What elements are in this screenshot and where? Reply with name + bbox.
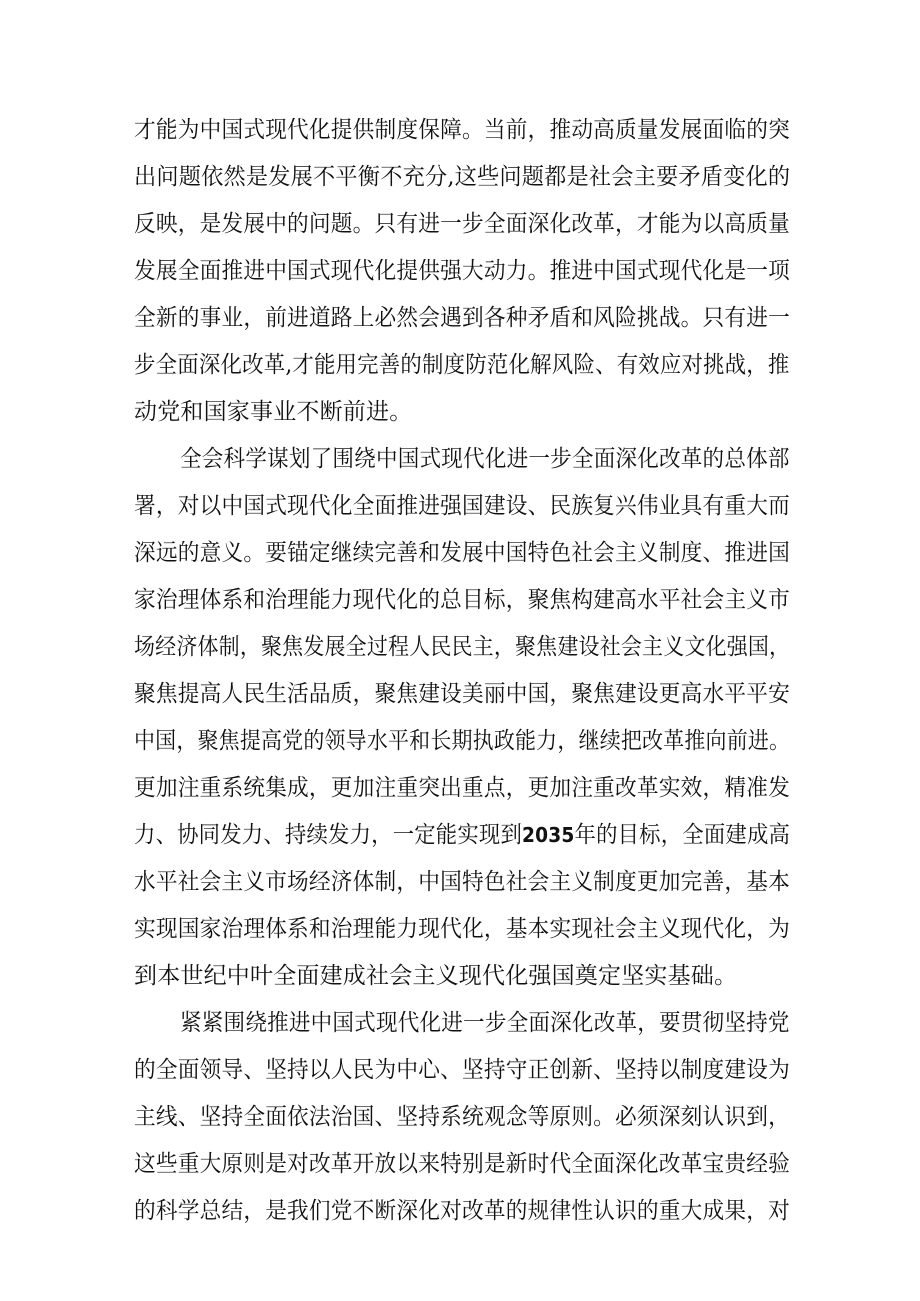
text-line-17: 水平社会主义市场经济体制，中国特色社会主义制度更加完善，基本 <box>134 869 790 895</box>
text-line-15: 更加注重系统集成，更加注重突出重点，更加注重改革实效，精准发 <box>134 775 790 801</box>
text-line-24: 的科学总结，是我们党不断深化对改革的规律性认识的重大成果，对 <box>134 1198 790 1224</box>
text-line-21: 的全面领导、坚持以人民为中心、坚持守正创新、坚持以制度建设为 <box>134 1057 790 1083</box>
text-line-16 <box>134 815 790 855</box>
text-line-22: 主线、坚持全面依法治国、坚持系统观念等原则。必须深刻认识到， <box>134 1104 790 1130</box>
text-line-19: 到本世纪中叶全面建成社会主义现代化强国奠定坚实基础。 <box>134 963 738 989</box>
text-line-10: 深远的意义。要锚定继续完善和发展中国特色社会主义制度、推进国 <box>134 540 790 566</box>
text-line-23: 这些重大原则是对改革开放以来特别是新时代全面深化改革宝贵经验 <box>134 1151 790 1177</box>
text-line-14: 中国，聚焦提高党的领导水平和长期执政能力，继续把改革推向前进。 <box>134 728 791 754</box>
text-line-2: 出问题依然是发展不平衡不充分,这些问题都是社会主要矛盾变化的 <box>134 164 791 190</box>
text-segment-after-year: 年的目标，全面建成高 <box>574 822 791 848</box>
text-line-1: 才能为中国式现代化提供制度保障。当前，推动高质量发展面临的突 <box>134 117 790 143</box>
text-line-5: 全新的事业，前进道路上必然会遇到各种矛盾和风险挑战。只有进一 <box>134 305 790 331</box>
text-line-6: 步全面深化改革,才能用完善的制度防范化解风险、有效应对挑战，推 <box>134 352 790 378</box>
text-line-8: 全会科学谋划了围绕中国式现代化进一步全面深化改革的总体部 <box>180 446 790 472</box>
text-line-20: 紧紧围绕推进中国式现代化进一步全面深化改革，要贯彻坚持党 <box>180 1010 790 1036</box>
text-segment-before-year: 力、协同发力、持续发力，一定能实现到 <box>134 822 523 848</box>
text-line-3: 反映，是发展中的问题。只有进一步全面深化改革，才能为以高质量 <box>134 211 790 237</box>
text-line-9: 署，对以中国式现代化全面推进强国建设、民族复兴伟业具有重大而 <box>134 493 790 519</box>
text-line-13: 聚焦提高人民生活品质，聚焦建设美丽中国，聚焦建设更高水平平安 <box>134 681 790 707</box>
text-line-4: 发展全面推进中国式现代化提供强大动力。推进中国式现代化是一项 <box>134 258 790 284</box>
text-line-7: 动党和国家事业不断前进。 <box>134 399 413 425</box>
text-line-11: 家治理体系和治理能力现代化的总目标，聚焦构建高水平社会主义市 <box>134 587 790 613</box>
text-line-12: 场经济体制，聚焦发展全过程人民民主，聚焦建设社会主义文化强国， <box>134 634 791 660</box>
text-line-18: 实现国家治理体系和治理能力现代化，基本实现社会主义现代化，为 <box>134 916 790 942</box>
year-number: 2035 <box>522 823 575 847</box>
